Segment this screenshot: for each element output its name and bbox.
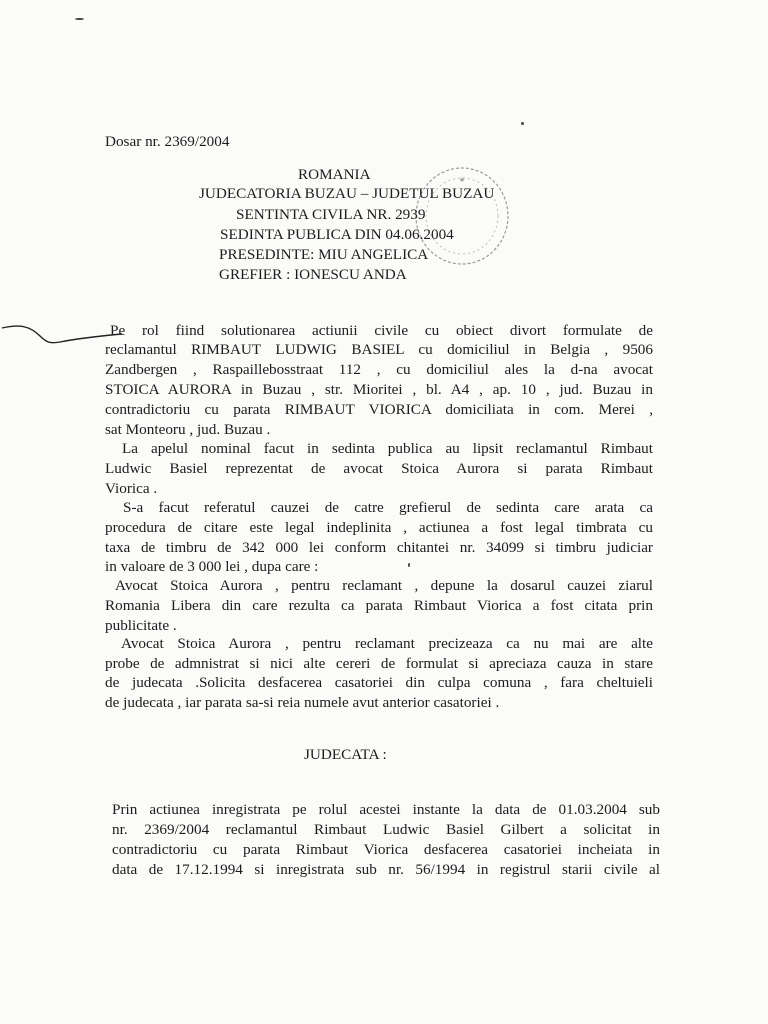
paragraph-6-line: data de 17.12.1994 si inregistrata sub nr. 56/1994 in registrul starii civile al [112, 861, 660, 878]
paragraph-1-line: contradictoriu cu parata RIMBAUT VIORICA domiciliata in com. Merei , [105, 401, 653, 418]
case-file-number: Dosar nr. 2369/2004 [105, 133, 230, 150]
header-session: SEDINTA PUBLICA DIN 04.06.2004 [220, 226, 454, 243]
paragraph-2-line: La apelul nominal facut in sedinta publica au lipsit reclamantul Rimbaut [122, 440, 653, 457]
paragraph-2-line: Ludwic Basiel reprezentat de avocat Stoica Aurora si parata Rimbaut [105, 460, 653, 477]
paragraph-1-line: reclamantul RIMBAUT LUDWIG BASIEL cu domiciliul in Belgia , 9506 [105, 341, 653, 358]
svg-text:★: ★ [458, 176, 466, 184]
paragraph-5-line: probe de admnistrat si nici alte cereri de formulat si apreciaza cauza in stare [105, 655, 653, 672]
paragraph-3-line: taxa de timbru de 342 000 lei conform chitantei nr. 34099 si timbru judiciar [105, 539, 653, 556]
paragraph-6-line: contradictoriu cu parata Rimbaut Viorica desfacerea casatoriei incheiata in [112, 841, 660, 858]
paragraph-4-line: publicitate . [105, 617, 177, 634]
paragraph-6-line: Prin actiunea inregistrata pe rolul acestei instante la data de 01.03.2004 sub [112, 801, 660, 818]
paragraph-3-line: in valoare de 3 000 lei , dupa care : [105, 558, 319, 575]
scan-speck [521, 122, 524, 125]
paragraph-1-line: sat Monteoru , jud. Buzau . [105, 421, 271, 438]
paragraph-3-line: S-a facut referatul cauzei de catre grefierul de sedinta care arata ca [123, 499, 653, 516]
header-clerk: GREFIER : IONESCU ANDA [219, 266, 407, 283]
scan-speck [408, 563, 410, 567]
header-sentence: SENTINTA CIVILA NR. 2939 [236, 206, 426, 223]
paragraph-4-line: Avocat Stoica Aurora , pentru reclamant , depune la dosarul cauzei ziarul [115, 577, 653, 594]
paragraph-5-line: de judecata , iar parata sa-si reia numele avut anterior casatoriei . [105, 694, 500, 711]
paragraph-2-line: Viorica . [105, 480, 158, 497]
paragraph-6-line: nr. 2369/2004 reclamantul Rimbaut Ludwic Basiel Gilbert a solicitat in [112, 821, 660, 838]
paragraph-5-line: de judecata .Solicita desfacerea casatoriei din culpa comuna , fara cheltuieli [105, 674, 653, 691]
paragraph-1-line: Zandbergen , Raspaillebosstraat 112 , cu domiciliul ales la d-na avocat [105, 361, 653, 378]
section-title: JUDECATA : [304, 746, 387, 763]
paragraph-1-line: Pe rol fiind solutionarea actiunii civile cu obiect divort formulate de [110, 322, 653, 339]
paragraph-5-line: Avocat Stoica Aurora , pentru reclamant precizeaza ca nu mai are alte [121, 635, 653, 652]
header-president: PRESEDINTE: MIU ANGELICA [219, 246, 429, 263]
paragraph-1-line: STOICA AURORA in Buzau , str. Mioritei , bl. A4 , ap. 10 , jud. Buzau in [105, 381, 653, 398]
header-court: JUDECATORIA BUZAU – JUDETUL BUZAU [199, 185, 495, 202]
paragraph-3-line: procedura de citare este legal indeplinita , actiunea a fost legal timbrata cu [105, 519, 653, 536]
scan-speck [75, 18, 84, 20]
paragraph-4-line: Romania Libera din care rezulta ca parata Rimbaut Viorica a fost citata prin [105, 597, 653, 614]
header-country: ROMANIA [298, 166, 371, 183]
